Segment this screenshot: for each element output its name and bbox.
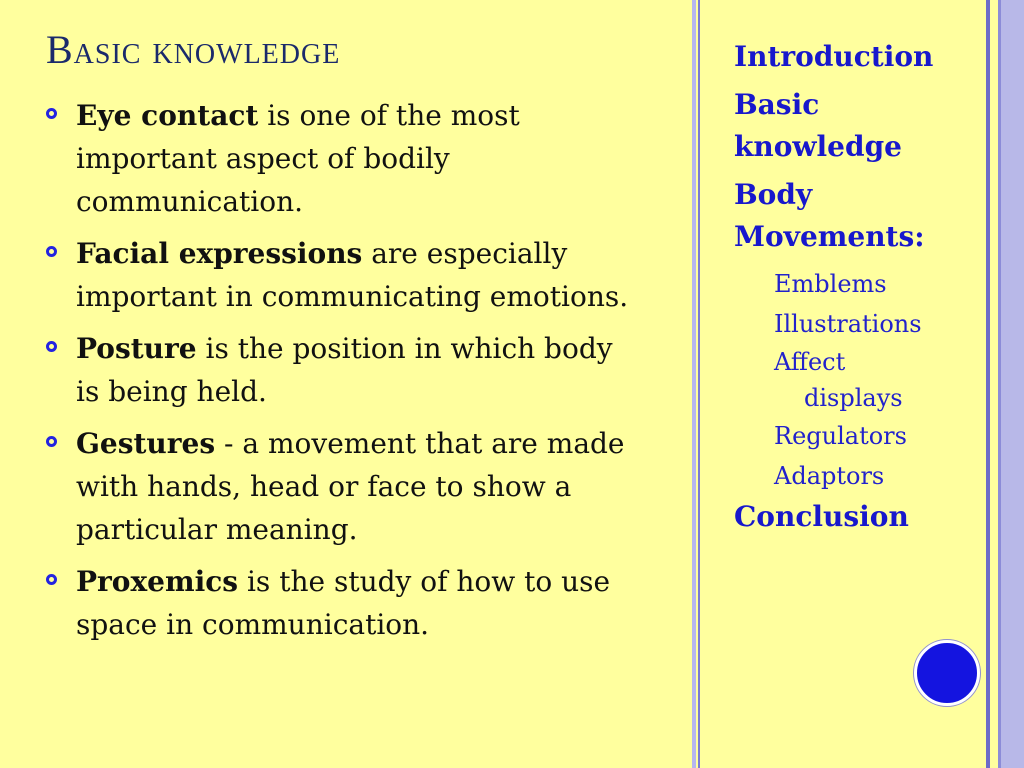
nav-subitem-emblems[interactable]: Emblems [774, 270, 887, 298]
bullet-ring-icon [46, 436, 57, 447]
bullet-ring-icon [46, 108, 57, 119]
bullet-ring-icon [46, 341, 57, 352]
nav-item-basic-knowledge[interactable]: Basic knowledge [734, 88, 902, 163]
nav-subitem-adaptors[interactable]: Adaptors [774, 462, 885, 490]
bullet-text: are especially important in communicating emotions. [76, 237, 629, 313]
bullet-keyword: Proxemics [76, 565, 239, 598]
nav-list [734, 36, 974, 544]
bullet-ring-icon [46, 574, 57, 585]
bullet-text: is the study of how to use space in communication. [76, 565, 611, 641]
decorative-circle-icon [914, 640, 980, 706]
slide-title: Basic knowledge [46, 27, 341, 72]
bullet-list [44, 94, 644, 655]
bullet-item-gestures [44, 422, 644, 551]
bullet-item-proxemics [44, 560, 644, 646]
nav-subitem-affect-line1: Affect [774, 348, 846, 376]
nav-item-conclusion[interactable]: Conclusion [734, 500, 909, 533]
decorative-stripes [978, 0, 1024, 768]
nav-item-body-movements[interactable]: Body Movements: [734, 178, 925, 253]
bullet-item-facial-expressions [44, 232, 644, 318]
nav-subitem-affect-line2: displays [804, 384, 903, 412]
bullet-item-posture [44, 327, 644, 413]
nav-subitem-regulators[interactable]: Regulators [774, 422, 907, 450]
nav-subitem-illustrations[interactable]: Illustrations [774, 310, 922, 338]
bullet-keyword: Posture [76, 332, 197, 365]
nav-item-introduction[interactable]: Introduction [734, 40, 934, 73]
bullet-text: is one of the most important aspect of bodily communication. [76, 99, 520, 218]
bullet-keyword: Gestures [76, 427, 216, 460]
bullet-item-eye-contact [44, 94, 644, 223]
bullet-text: is the position in which body is being held. [76, 332, 613, 408]
bullet-keyword: Facial expressions [76, 237, 363, 270]
bullet-ring-icon [46, 246, 57, 257]
bullet-keyword: Eye contact [76, 99, 259, 132]
nav-subitem-affect-displays[interactable] [734, 344, 974, 416]
bullet-text: - a movement that are made with hands, head or face to show a particular meaning. [76, 427, 625, 546]
